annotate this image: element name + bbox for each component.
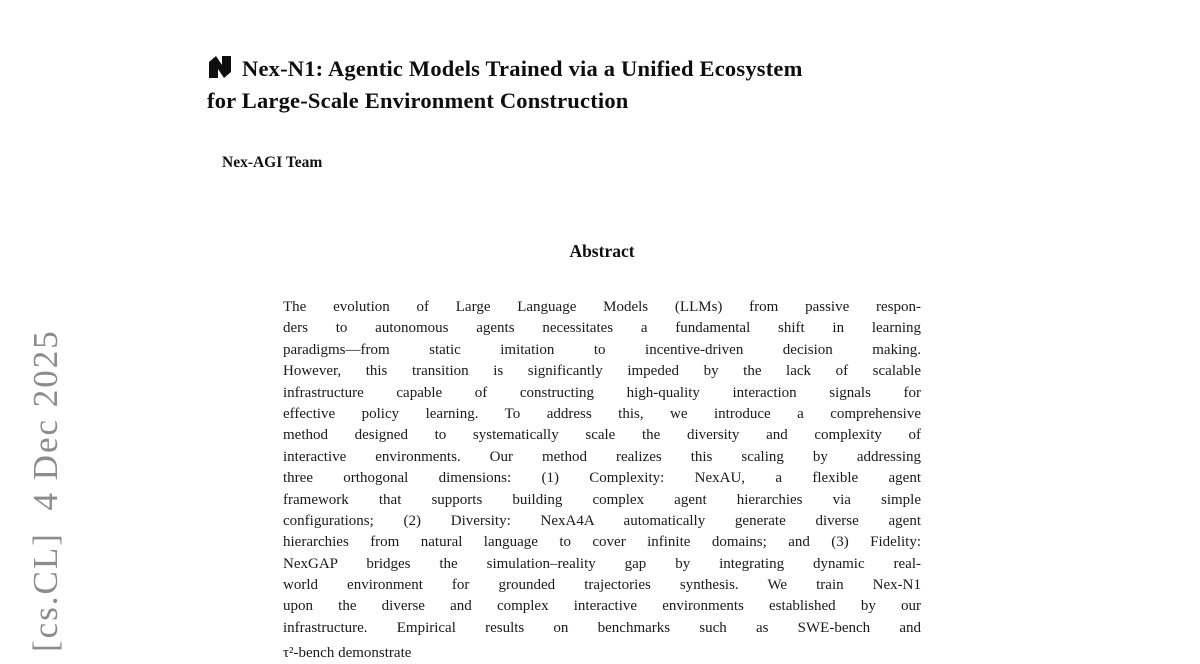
abstract-line: ders to autonomous agents necessitates a fundamental shift in learning: [283, 320, 921, 337]
abstract-line: upon the diverse and complex interactive environments established by our: [283, 598, 921, 615]
abstract-line: infrastructure capable of constructing high-quality interaction signals for: [283, 384, 921, 401]
abstract-heading: Abstract: [569, 241, 635, 261]
abstract-partial-line: τ²-bench demonstrate: [283, 645, 412, 661]
authors: Nex-AGI Team: [222, 154, 323, 171]
abstract-line: world environment for grounded trajectories synthesis. We train Nex-N1: [283, 577, 921, 594]
paper-title-line1: [207, 53, 1017, 85]
abstract-line: configurations; (2) Diversity: NexA4A automatically generate diverse agent: [283, 512, 921, 529]
abstract-line: framework that supports building complex agent hierarchies via simple: [283, 491, 921, 508]
paper-title: [207, 53, 1017, 116]
arxiv-stamp: [cs.CL] 4 Dec 2025: [26, 329, 65, 652]
abstract-line: hierarchies from natural language to cover infinite domains; and (3) Fidelity:: [283, 534, 921, 551]
abstract-line: effective policy learning. To address this, we introduce a comprehensive: [283, 405, 921, 422]
abstract-line: NexGAP bridges the simulation–reality gap by integrating dynamic real-: [283, 555, 921, 572]
paper-title-line1-text: Nex-N1: Agentic Models Trained via a Unified Ecosystem: [242, 56, 803, 81]
paper-title-line2: for Large-Scale Environment Construction: [207, 87, 629, 113]
abstract-body: [283, 297, 921, 639]
abstract-line: However, this transition is significantly impeded by the lack of scalable: [283, 363, 921, 380]
abstract-line: interactive environments. Our method realizes this scaling by addressing: [283, 448, 921, 465]
abstract-line: paradigms—from static imitation to incentive-driven decision making.: [283, 341, 921, 358]
abstract-line: The evolution of Large Language Models (LLMs) from passive respon-: [283, 299, 921, 315]
nex-logo-icon: [207, 54, 233, 80]
abstract-line: method designed to systematically scale the diversity and complexity of: [283, 427, 921, 444]
abstract-line: three orthogonal dimensions: (1) Complexity: NexAU, a flexible agent: [283, 470, 921, 487]
abstract-line: infrastructure. Empirical results on benchmarks such as SWE-bench and: [283, 619, 921, 636]
